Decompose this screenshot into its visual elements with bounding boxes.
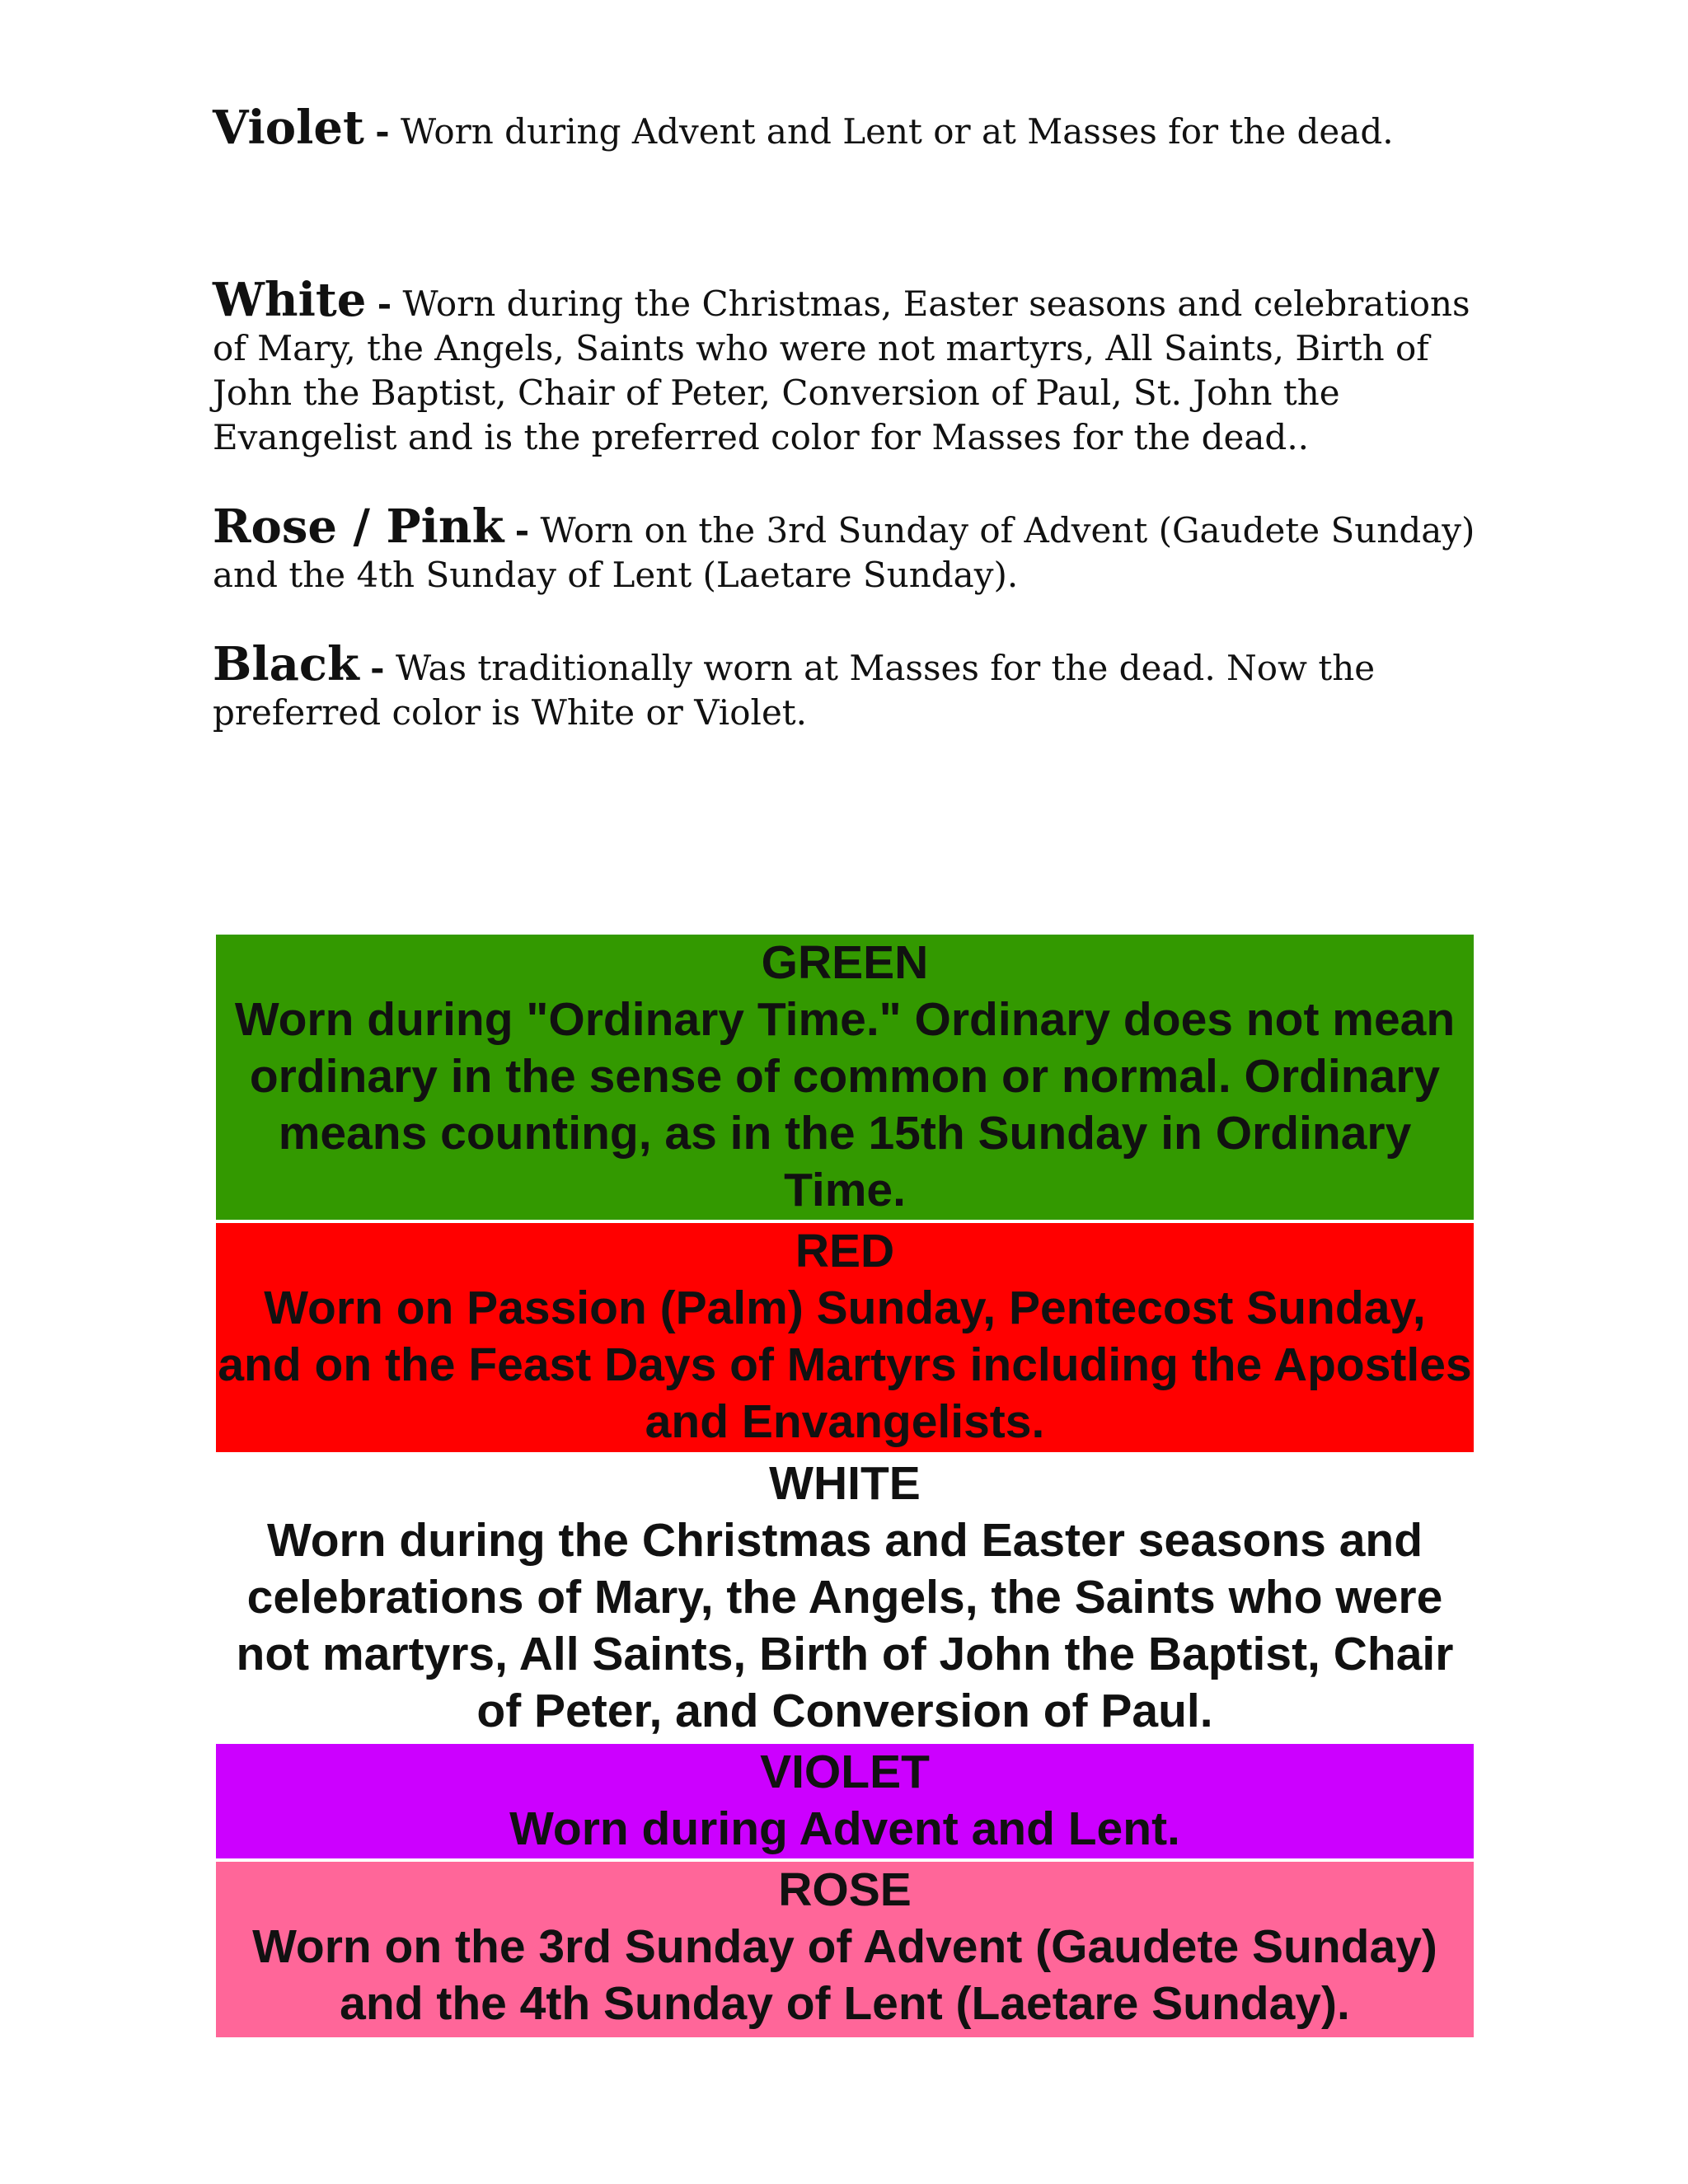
- liturgical-color-table: [216, 935, 1474, 2037]
- entry-term: Violet: [213, 101, 364, 155]
- entry-description: Was traditionally worn at Masses for the dead. Now the preferred color is White or Violet.: [213, 648, 1376, 733]
- entry-separator: -: [375, 111, 390, 152]
- band-description: Worn during the Christmas and Easter seasons and celebrations of Mary, the Angels, the Saints who were not martyrs, All Saints, Birth of John the Baptist, Chair of Peter, and Conversion of Paul.: [236, 1514, 1454, 1737]
- band-description: Worn during "Ordinary Time." Ordinary does not mean ordinary in the sense of common or normal. Ordinary means counting, as in the 15th Sunday in Ordinary Time.: [234, 993, 1456, 1216]
- band-green: [216, 935, 1474, 1223]
- band-description: Worn on the 3rd Sunday of Advent (Gaudete Sunday) and the 4th Sunday of Lent (Laetare Sunday).: [252, 1920, 1437, 2030]
- entry-description: Worn during Advent and Lent or at Masses for the dead.: [401, 111, 1394, 152]
- entry-black: [213, 637, 1482, 735]
- entry-separator: -: [377, 284, 392, 324]
- color-definitions: [213, 101, 1482, 735]
- band-title: VIOLET: [760, 1746, 930, 1798]
- entry-rose-pink: [213, 499, 1482, 598]
- entry-separator: -: [514, 510, 530, 551]
- band-red: [216, 1223, 1474, 1455]
- band-title: RED: [795, 1225, 895, 1277]
- band-title: GREEN: [761, 936, 929, 989]
- band-title: WHITE: [769, 1457, 921, 1510]
- entry-description: Worn on the 3rd Sunday of Advent (Gaudete Sunday) and the 4th Sunday of Lent (Laetare Sunday).: [213, 510, 1475, 595]
- entry-white: [213, 273, 1482, 460]
- band-rose: [216, 1862, 1474, 2037]
- band-violet: [216, 1744, 1474, 1862]
- entry-term: Rose / Pink: [213, 499, 504, 554]
- band-description: Worn during Advent and Lent.: [509, 1802, 1180, 1855]
- entry-separator: -: [370, 648, 385, 688]
- entry-term: Black: [213, 637, 359, 691]
- band-title: ROSE: [778, 1863, 912, 1916]
- band-white: [216, 1455, 1474, 1744]
- entry-description: Worn during the Christmas, Easter seasons and celebrations of Mary, the Angels, Saints who were not martyrs, All Saints, Birth of John the Baptist, Chair of Peter, Conversion of Paul, St. John the Evangelist and is the preferred color for Masses for the dead..: [213, 284, 1470, 457]
- band-description: Worn on Passion (Palm) Sunday, Pentecost Sunday, and on the Feast Days of Martyrs including the Apostles and Envangelists.: [218, 1282, 1472, 1448]
- entry-term: White: [213, 273, 367, 327]
- entry-violet: [213, 101, 1482, 155]
